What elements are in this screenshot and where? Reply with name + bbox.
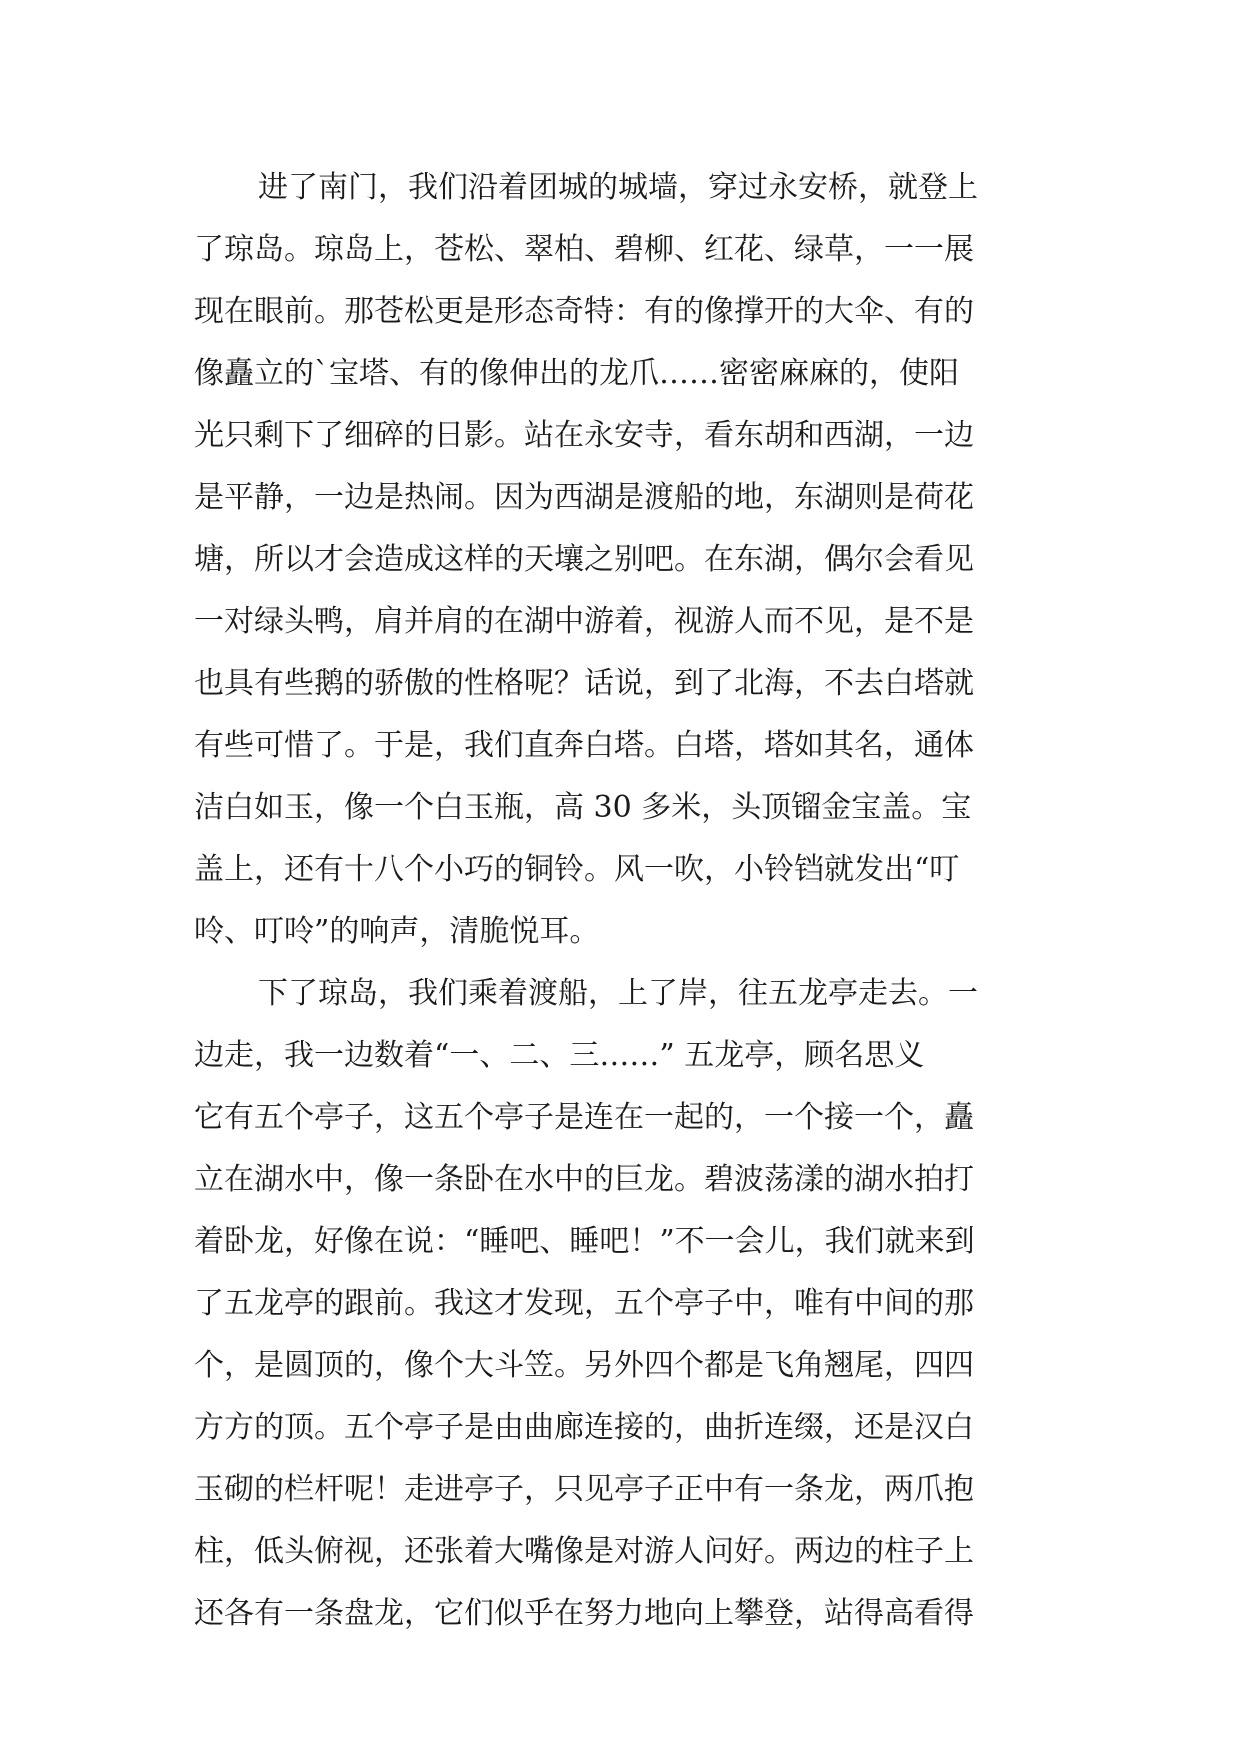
text-line: 了五龙亭的跟前。我这才发现，五个亭子中，唯有中间的那	[194, 1286, 974, 1321]
text-line: 下了琼岛，我们乘着渡船，上了岸，往五龙亭走去。一	[258, 976, 978, 1011]
text-line: 方方的顶。五个亭子是由曲廊连接的，曲折连缀，还是汉白	[194, 1410, 974, 1445]
text-line: 了琼岛。琼岛上，苍松、翠柏、碧柳、红花、绿草，一一展	[194, 232, 974, 267]
text-line: 洁白如玉，像一个白玉瓶，高 30 多米，头顶镏金宝盖。宝	[194, 790, 972, 825]
text-line: 个，是圆顶的，像个大斗笠。另外四个都是飞角翘尾，四四	[194, 1348, 974, 1383]
text-line: 呤、叮呤”的响声，清脆悦耳。	[194, 914, 600, 949]
text-line: 塘，所以才会造成这样的天壤之别吧。在东湖，偶尔会看见	[194, 542, 974, 577]
body-text	[194, 157, 1054, 1645]
text-line: 还各有一条盘龙，它们似乎在努力地向上攀登，站得高看得	[194, 1596, 974, 1631]
text-line: 光只剩下了细碎的日影。站在永安寺，看东胡和西湖，一边	[194, 418, 974, 453]
text-line: 它有五个亭子，这五个亭子是连在一起的，一个接一个，矗	[194, 1100, 974, 1135]
text-line: 立在湖水中，像一条卧在水中的巨龙。碧波荡漾的湖水拍打	[194, 1162, 974, 1197]
text-line: 进了南门，我们沿着团城的城墙，穿过永安桥，就登上	[258, 170, 978, 205]
text-line: 着卧龙，好像在说：“睡吧、睡吧！”不一会儿，我们就来到	[194, 1224, 975, 1259]
paragraph-2	[194, 963, 1054, 1645]
text-line: 盖上，还有十八个小巧的铜铃。风一吹，小铃铛就发出“叮	[194, 852, 960, 887]
text-line: 一对绿头鸭，肩并肩的在湖中游着，视游人而不见，是不是	[194, 604, 974, 639]
text-line: 有些可惜了。于是，我们直奔白塔。白塔，塔如其名，通体	[194, 728, 974, 763]
text-line: 像矗立的`宝塔、有的像伸出的龙爪……密密麻麻的，使阳	[194, 356, 959, 391]
paragraph-1	[194, 157, 1054, 963]
text-line: 边走，我一边数着“一、二、三……” 五龙亭，顾名思义	[194, 1038, 925, 1073]
text-line: 是平静，一边是热闹。因为西湖是渡船的地，东湖则是荷花	[194, 480, 974, 515]
text-line: 也具有些鹅的骄傲的性格呢？话说，到了北海，不去白塔就	[194, 666, 974, 701]
text-line: 现在眼前。那苍松更是形态奇特：有的像撑开的大伞、有的	[194, 294, 974, 329]
text-line: 柱，低头俯视，还张着大嘴像是对游人问好。两边的柱子上	[194, 1534, 974, 1569]
text-line: 玉砌的栏杆呢！走进亭子，只见亭子正中有一条龙，两爪抱	[194, 1472, 974, 1507]
